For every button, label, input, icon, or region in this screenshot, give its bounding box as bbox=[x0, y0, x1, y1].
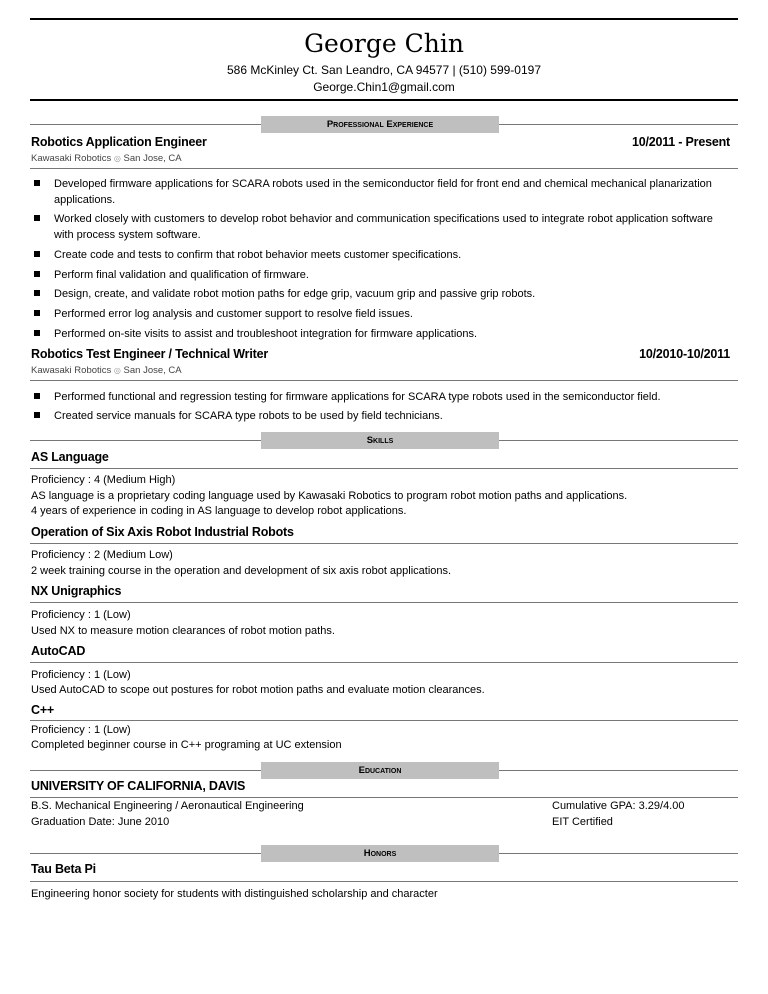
job-divider bbox=[30, 168, 738, 169]
header-rule bbox=[30, 99, 738, 101]
contact-email: George.Chin1@gmail.com bbox=[313, 80, 455, 94]
skill-detail: Proficiency : 4 (Medium High) bbox=[31, 474, 176, 486]
job-company-line bbox=[31, 365, 182, 376]
company-name: Kawasaki Robotics bbox=[31, 365, 112, 376]
job-bullet: Performed functional and regression testing for firmware applications for SCARA type robots used in the semiconductor field. bbox=[54, 391, 661, 403]
bullet-icon bbox=[34, 290, 40, 296]
company-location: San Jose, CA bbox=[123, 365, 182, 376]
company-location: San Jose, CA bbox=[123, 153, 182, 164]
honor-name: Tau Beta Pi bbox=[31, 862, 96, 876]
degree: B.S. Mechanical Engineering / Aeronautical Engineering bbox=[31, 800, 304, 812]
job-bullet: Performed on-site visits to assist and troubleshoot integration for firmware applications. bbox=[54, 328, 478, 340]
skill-name: AS Language bbox=[31, 450, 109, 464]
skill-name: Operation of Six Axis Robot Industrial Robots bbox=[31, 525, 294, 539]
bullet-icon bbox=[34, 330, 40, 336]
gpa: Cumulative GPA: 3.29/4.00 bbox=[552, 800, 685, 812]
job-bullet: Worked closely with customers to develop robot behavior and communication specifications used to integrate robot application software with process system software. bbox=[54, 213, 713, 241]
bullet-icon bbox=[34, 180, 40, 186]
skill-detail: Used AutoCAD to scope out postures for robot motion paths and evaluate motion clearances. bbox=[31, 684, 485, 696]
graduation-date: Graduation Date: June 2010 bbox=[31, 816, 170, 828]
skill-detail: Used NX to measure motion clearances of robot motion paths. bbox=[31, 625, 335, 637]
bullet-icon bbox=[34, 271, 40, 277]
location-pin-icon: ◎ bbox=[113, 366, 121, 375]
job-title: Robotics Test Engineer / Technical Writer bbox=[31, 347, 268, 361]
job-title: Robotics Application Engineer bbox=[31, 135, 207, 149]
person-name: George Chin bbox=[304, 29, 464, 58]
skill-divider bbox=[30, 662, 738, 663]
job-company-line bbox=[31, 153, 182, 164]
education-divider bbox=[30, 797, 738, 798]
job-bullet: Perform final validation and qualification of firmware. bbox=[54, 269, 309, 281]
bullet-icon bbox=[34, 215, 40, 221]
section-title-honors: Honors bbox=[261, 845, 499, 862]
school-name: UNIVERSITY OF CALIFORNIA, DAVIS bbox=[31, 779, 246, 793]
skill-detail: AS language is a proprietary coding language used by Kawasaki Robotics to program robot motion paths and applications. bbox=[31, 490, 628, 502]
skill-name: C++ bbox=[31, 703, 55, 717]
skill-divider bbox=[30, 468, 738, 469]
bullet-icon bbox=[34, 251, 40, 257]
bullet-icon bbox=[34, 412, 40, 418]
honors-divider bbox=[30, 881, 738, 882]
skill-detail: 4 years of experience in coding in AS language to develop robot applications. bbox=[31, 505, 407, 517]
skill-name: AutoCAD bbox=[31, 644, 86, 658]
job-bullet: Performed error log analysis and customer support to resolve field issues. bbox=[54, 308, 413, 320]
skill-detail: Completed beginner course in C++ programing at UC extension bbox=[31, 739, 342, 751]
job-dates: 10/2011 - Present bbox=[631, 135, 730, 149]
section-title-skills: Skills bbox=[261, 432, 499, 449]
job-dates: 10/2010-10/2011 bbox=[639, 347, 730, 361]
top-rule bbox=[30, 18, 738, 20]
job-bullet: Create code and tests to confirm that robot behavior meets customer specifications. bbox=[54, 249, 462, 261]
skill-name: NX Unigraphics bbox=[31, 584, 122, 598]
company-name: Kawasaki Robotics bbox=[31, 153, 112, 164]
skill-detail: Proficiency : 1 (Low) bbox=[31, 724, 131, 736]
job-bullet: Design, create, and validate robot motion paths for edge grip, vacuum grip and passive grip robots. bbox=[54, 288, 536, 300]
honor-description: Engineering honor society for students with distinguished scholarship and character bbox=[31, 888, 438, 900]
job-divider bbox=[30, 380, 738, 381]
skill-divider bbox=[30, 602, 738, 603]
location-pin-icon: ◎ bbox=[113, 154, 121, 163]
bullet-icon bbox=[34, 393, 40, 399]
skill-detail: Proficiency : 1 (Low) bbox=[31, 669, 131, 681]
section-title-experience: Professional Experience bbox=[261, 116, 499, 133]
contact-address: 586 McKinley Ct. San Leandro, CA 94577 | (510) 599-0197 bbox=[227, 63, 541, 77]
job-bullet: Developed firmware applications for SCARA robots used in the semiconductor field for front end and chemical mechanical planarization applications. bbox=[54, 178, 712, 206]
job-bullet: Created service manuals for SCARA type robots to be used by field technicians. bbox=[54, 410, 443, 422]
skill-detail: 2 week training course in the operation and development of six axis robot applications. bbox=[31, 565, 452, 577]
certification: EIT Certified bbox=[552, 816, 613, 828]
skill-detail: Proficiency : 1 (Low) bbox=[31, 609, 131, 621]
bullet-icon bbox=[34, 310, 40, 316]
skill-divider bbox=[30, 720, 738, 721]
skill-divider bbox=[30, 543, 738, 544]
section-title-education: Education bbox=[261, 762, 499, 779]
skill-detail: Proficiency : 2 (Medium Low) bbox=[31, 549, 173, 561]
